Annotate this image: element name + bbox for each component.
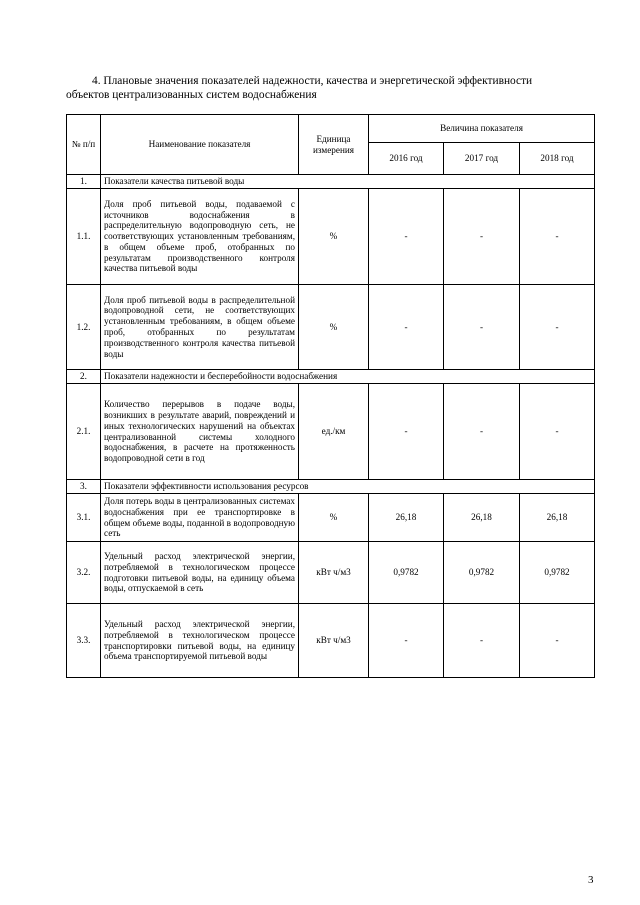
- indicator-unit: кВт ч/м3: [299, 604, 369, 678]
- row-num: 2.1.: [67, 384, 101, 480]
- value-2017: 26,18: [444, 494, 520, 542]
- header-num: № п/п: [67, 115, 101, 175]
- header-name: Наименование показателя: [101, 115, 299, 175]
- row-num: 1.1.: [67, 189, 101, 285]
- row-num: 1.2.: [67, 285, 101, 370]
- value-2017: -: [444, 384, 520, 480]
- table-row: [67, 604, 595, 678]
- row-num: 1.: [67, 175, 101, 189]
- value-2018: 26,18: [520, 494, 595, 542]
- value-2016: -: [369, 604, 444, 678]
- table-row: [67, 494, 595, 542]
- indicator-unit: ед./км: [299, 384, 369, 480]
- indicator-name: Удельный расход электрической энергии, потребляемой в технологическом процессе транспортировки питьевой воды, на единицу объема транспортируемой питьевой воды: [101, 604, 299, 678]
- row-num: 3.1.: [67, 494, 101, 542]
- table-row-section: [67, 175, 595, 189]
- heading-line-1: 4. Плановые значения показателей надежности, качества и энергетической эффективности: [92, 75, 533, 87]
- value-2017: 0,9782: [444, 542, 520, 604]
- header-value-group: Величина показателя: [369, 115, 595, 143]
- value-2017: -: [444, 189, 520, 285]
- table-row-section: [67, 480, 595, 494]
- value-2018: -: [520, 384, 595, 480]
- indicator-unit: кВт ч/м3: [299, 542, 369, 604]
- section-title: Показатели надежности и бесперебойности водоснабжения: [101, 370, 595, 384]
- row-num: 2.: [67, 370, 101, 384]
- table-row: [67, 542, 595, 604]
- section-heading: [92, 74, 602, 88]
- indicator-unit: %: [299, 189, 369, 285]
- value-2018: -: [520, 285, 595, 370]
- value-2016: -: [369, 189, 444, 285]
- indicator-name: Удельный расход электрической энергии, потребляемой в технологическом процессе подготовки питьевой воды, на единицу объема воды, отпускаемой в сеть: [101, 542, 299, 604]
- section-title: Показатели эффективности использования ресурсов: [101, 480, 595, 494]
- heading-line-2: объектов централизованных систем водоснабжения: [66, 89, 317, 101]
- page-number: 3: [588, 874, 594, 886]
- row-num: 3.: [67, 480, 101, 494]
- table-row-section: [67, 370, 595, 384]
- value-2017: -: [444, 604, 520, 678]
- indicator-name: Количество перерывов в подаче воды, возникших в результате аварий, повреждений и иных технологических нарушений на объектах централизованной системы холодного водоснабжения, в расчете на протяженность водопроводной сети в год: [101, 384, 299, 480]
- value-2016: 26,18: [369, 494, 444, 542]
- indicator-name: Доля потерь воды в централизованных системах водоснабжения при ее транспортировке в общем объеме воды, поданной в водопроводную сеть: [101, 494, 299, 542]
- table-row: [67, 384, 595, 480]
- indicator-name: Доля проб питьевой воды, подаваемой с источников водоснабжения в распределительную водопроводную сеть, не соответствующих установленным требованиям, в общем объеме проб, отобранных по результатам производственного контроля качества питьевой воды: [101, 189, 299, 285]
- value-2018: -: [520, 189, 595, 285]
- header-year-2016: 2016 год: [369, 143, 444, 175]
- indicator-unit: %: [299, 494, 369, 542]
- indicator-unit: %: [299, 285, 369, 370]
- value-2017: -: [444, 285, 520, 370]
- value-2018: 0,9782: [520, 542, 595, 604]
- section-title: Показатели качества питьевой воды: [101, 175, 595, 189]
- indicators-table: [66, 114, 595, 678]
- row-num: 3.2.: [67, 542, 101, 604]
- value-2016: -: [369, 285, 444, 370]
- value-2018: -: [520, 604, 595, 678]
- value-2016: 0,9782: [369, 542, 444, 604]
- header-year-2018: 2018 год: [520, 143, 595, 175]
- table-row: [67, 189, 595, 285]
- table-row: [67, 285, 595, 370]
- value-2016: -: [369, 384, 444, 480]
- row-num: 3.3.: [67, 604, 101, 678]
- header-year-2017: 2017 год: [444, 143, 520, 175]
- header-unit: Единица измерения: [299, 115, 369, 175]
- indicator-name: Доля проб питьевой воды в распределительной водопроводной сети, не соответствующих установленным требованиям, в общем объеме проб, отобранных по результатам производственного контроля качества питьевой воды: [101, 285, 299, 370]
